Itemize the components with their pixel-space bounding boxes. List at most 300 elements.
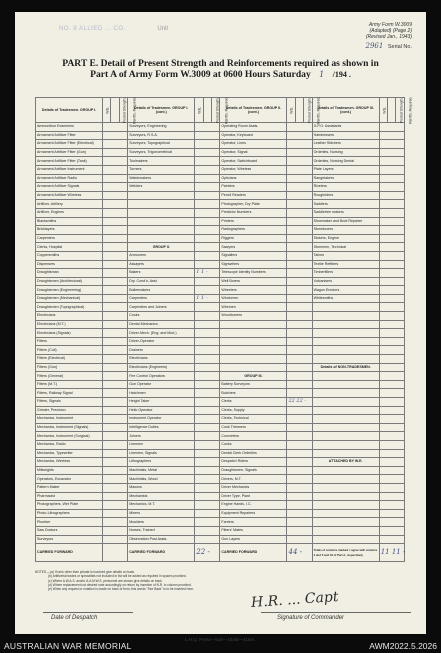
table-row xyxy=(36,208,405,217)
trade-cell xyxy=(312,329,379,338)
count-cells[interactable] xyxy=(103,346,128,355)
trade-cell: Surveyors, Topographical xyxy=(128,140,195,149)
trade-cell: ATTACHED BY W.E. xyxy=(312,458,379,467)
total-count-cells[interactable]: 44 - xyxy=(287,544,312,562)
count-cells[interactable] xyxy=(287,518,312,527)
trade-cell: Dental Clerk Orderlies xyxy=(220,449,287,458)
count-cells[interactable] xyxy=(287,234,312,243)
count-cells[interactable] xyxy=(287,320,312,329)
count-cells[interactable] xyxy=(103,269,128,278)
count-cells[interactable] xyxy=(103,406,128,415)
trade-cell: Welders xyxy=(128,183,195,192)
trade-cell: Clerks, Hospital xyxy=(36,243,103,252)
trade-cell: Riveters xyxy=(312,183,379,192)
trade-cell: Textile Refitters xyxy=(312,260,379,269)
count-cells[interactable] xyxy=(103,363,128,372)
trade-cell: Winchmen xyxy=(220,294,287,303)
count-cells[interactable] xyxy=(195,217,220,226)
count-cells[interactable] xyxy=(379,320,404,329)
carried-forward-label: CARRIED FORWARD xyxy=(36,544,103,562)
count-cells[interactable] xyxy=(195,243,220,252)
trade-cell: Dental Mechanics xyxy=(128,320,195,329)
count-cells[interactable] xyxy=(195,389,220,398)
count-cells[interactable] xyxy=(379,535,404,544)
count-cells[interactable] xyxy=(195,526,220,535)
trade-cell: Linemen, Signals xyxy=(128,449,195,458)
count-cells[interactable] xyxy=(103,475,128,484)
count-cells[interactable] xyxy=(103,458,128,467)
trade-cell: Draughtsmen (Topographical) xyxy=(36,303,103,312)
header-we: W.E. xyxy=(379,98,387,123)
count-cells[interactable] xyxy=(379,286,404,295)
serial-value: 2961 xyxy=(365,42,384,50)
count-cells[interactable] xyxy=(195,466,220,475)
count-cells[interactable] xyxy=(103,260,128,269)
count-cells[interactable] xyxy=(103,286,128,295)
total-count-cells[interactable] xyxy=(103,544,128,562)
trade-cell xyxy=(312,466,379,475)
trade-cell: Electricians (M.T.) xyxy=(36,320,103,329)
count-cells[interactable] xyxy=(379,217,404,226)
trade-cell: Draughtsmen, Signals xyxy=(220,466,287,475)
header-we: W.E. xyxy=(103,98,111,123)
trade-cell: Details of NON-TRADESMEN. xyxy=(312,363,379,372)
count-cells[interactable] xyxy=(195,157,220,166)
count-cells[interactable] xyxy=(287,415,312,424)
table-row xyxy=(36,294,405,303)
count-cells[interactable] xyxy=(195,337,220,346)
count-cells[interactable] xyxy=(195,140,220,149)
count-cells[interactable] xyxy=(195,483,220,492)
count-cells[interactable] xyxy=(195,183,220,192)
count-cells[interactable] xyxy=(379,415,404,424)
table-row xyxy=(36,355,405,364)
count-cells[interactable] xyxy=(287,260,312,269)
count-cells[interactable] xyxy=(195,380,220,389)
count-cells[interactable] xyxy=(287,277,312,286)
count-cells[interactable] xyxy=(287,243,312,252)
count-cells[interactable] xyxy=(379,260,404,269)
trade-cell: Operating Room Assts. xyxy=(220,123,287,132)
trade-cell: GROUP III. xyxy=(220,372,287,381)
count-cells[interactable] xyxy=(287,406,312,415)
trade-cell: Assayers xyxy=(128,260,195,269)
count-cells[interactable] xyxy=(379,303,404,312)
count-cells[interactable] xyxy=(379,234,404,243)
count-cells[interactable] xyxy=(103,174,128,183)
trade-cell: Draughtsmen (Engineering) xyxy=(36,286,103,295)
trade-cell: Sawyers xyxy=(220,243,287,252)
trade-cell: Printers xyxy=(220,217,287,226)
count-cells[interactable] xyxy=(287,372,312,381)
count-cells[interactable] xyxy=(103,492,128,501)
trade-cell: Draughtsmen (Mechanical) xyxy=(36,294,103,303)
count-cells[interactable] xyxy=(103,165,128,174)
count-cells[interactable] xyxy=(379,226,404,235)
table-row xyxy=(36,518,405,527)
count-cells[interactable] xyxy=(103,509,128,518)
count-cells[interactable] xyxy=(287,191,312,200)
count-cells[interactable] xyxy=(195,501,220,510)
count-cells[interactable] xyxy=(103,337,128,346)
count-cells[interactable] xyxy=(379,337,404,346)
header-posted: Posted Strength. xyxy=(203,98,211,123)
count-cells[interactable] xyxy=(379,501,404,510)
count-cells[interactable] xyxy=(103,208,128,217)
count-cells[interactable] xyxy=(287,526,312,535)
total-count-cells[interactable]: 22 - xyxy=(195,544,220,562)
trade-cell xyxy=(312,492,379,501)
count-cells[interactable] xyxy=(379,483,404,492)
count-cells[interactable] xyxy=(195,148,220,157)
count-cells[interactable] xyxy=(379,157,404,166)
total-count-cells[interactable]: 11 11 - xyxy=(379,544,404,562)
header-reinf: Reinfts. Required. xyxy=(396,98,405,123)
count-cells[interactable] xyxy=(195,449,220,458)
trade-cell: Armament Artificer Fitter (Tank) xyxy=(36,157,103,166)
count-cells[interactable] xyxy=(379,183,404,192)
count-cells[interactable] xyxy=(379,123,404,132)
count-cells[interactable] xyxy=(287,269,312,278)
trade-cell: G.P.O. Assistants xyxy=(312,123,379,132)
trade-cell xyxy=(312,372,379,381)
count-cells[interactable] xyxy=(103,157,128,166)
count-cells[interactable] xyxy=(195,535,220,544)
trade-cell: Armament Artificer Fitter (Gun) xyxy=(36,148,103,157)
trade-cell: Battery Surveyors xyxy=(220,380,287,389)
count-cells[interactable] xyxy=(195,475,220,484)
table-row xyxy=(36,123,405,132)
count-cells[interactable] xyxy=(379,432,404,441)
trade-cell: Orderlies, Nursing xyxy=(312,148,379,157)
count-cells[interactable] xyxy=(195,251,220,260)
count-cells[interactable] xyxy=(379,458,404,467)
count-cells[interactable] xyxy=(195,277,220,286)
trade-cell: Pattern Maker xyxy=(36,483,103,492)
count-cells[interactable] xyxy=(103,355,128,364)
trade-cell xyxy=(312,389,379,398)
count-cells[interactable] xyxy=(103,217,128,226)
count-cells[interactable] xyxy=(287,355,312,364)
count-cells[interactable] xyxy=(195,398,220,407)
count-cells[interactable] xyxy=(379,140,404,149)
count-cells[interactable] xyxy=(195,458,220,467)
table-row xyxy=(36,423,405,432)
trade-cell: Storedoxers xyxy=(312,226,379,235)
count-cells[interactable] xyxy=(287,303,312,312)
trade-cell: Turners xyxy=(128,165,195,174)
trade-cell xyxy=(312,440,379,449)
header-reinf: Reinfts. Required. xyxy=(119,98,127,123)
trade-cell: Ammunition Examiners xyxy=(36,123,103,132)
count-cells[interactable] xyxy=(379,492,404,501)
trade-cell: Clerks xyxy=(220,398,287,407)
count-cells[interactable] xyxy=(287,200,312,209)
count-cells[interactable] xyxy=(379,312,404,321)
count-cells[interactable] xyxy=(103,380,128,389)
count-cells[interactable] xyxy=(195,286,220,295)
note-line: NOTES.—(a) If rank other than private is involved give details on back. xyxy=(35,570,135,574)
count-cells[interactable] xyxy=(103,535,128,544)
form-ref-line: (Adapted) (Page 2) xyxy=(369,28,412,35)
trade-cell: Hairdressers xyxy=(312,131,379,140)
count-cells[interactable] xyxy=(103,501,128,510)
table-row xyxy=(36,329,405,338)
trade-cell: Electricians (Signals) xyxy=(36,329,103,338)
count-cells[interactable] xyxy=(103,303,128,312)
archive-id: AWM2022.5.2026 xyxy=(369,641,437,651)
count-cells[interactable] xyxy=(287,535,312,544)
trade-cell: Linemen xyxy=(128,440,195,449)
trade-cell xyxy=(220,346,287,355)
count-cells[interactable] xyxy=(287,123,312,132)
count-cells[interactable] xyxy=(103,277,128,286)
count-cells[interactable] xyxy=(103,148,128,157)
totals-row xyxy=(36,544,405,562)
count-cells[interactable] xyxy=(379,208,404,217)
count-cells[interactable] xyxy=(379,449,404,458)
table-row xyxy=(36,483,405,492)
count-cells[interactable] xyxy=(379,269,404,278)
count-cells[interactable] xyxy=(103,234,128,243)
count-cells[interactable] xyxy=(287,346,312,355)
count-cells[interactable] xyxy=(195,260,220,269)
note-line: (d) Where replacement not desired note accordingly on return by insertion of N.R. in column provided. xyxy=(48,582,192,587)
count-cells[interactable] xyxy=(379,526,404,535)
count-cells[interactable] xyxy=(195,415,220,424)
count-cells[interactable] xyxy=(287,131,312,140)
table-row xyxy=(36,320,405,329)
table-row xyxy=(36,389,405,398)
count-cells[interactable] xyxy=(103,398,128,407)
count-cells[interactable] xyxy=(287,208,312,217)
count-cells[interactable] xyxy=(287,483,312,492)
trade-cell xyxy=(220,363,287,372)
count-cells[interactable] xyxy=(379,380,404,389)
count-cells[interactable] xyxy=(287,312,312,321)
count-cells[interactable] xyxy=(103,200,128,209)
trade-cell: Equipment Repairers xyxy=(220,509,287,518)
count-cells[interactable] xyxy=(287,449,312,458)
count-cells[interactable] xyxy=(195,312,220,321)
trade-cell: Pharmacist xyxy=(36,492,103,501)
count-cells[interactable] xyxy=(103,191,128,200)
count-cells[interactable] xyxy=(287,492,312,501)
trade-cell xyxy=(312,432,379,441)
count-cells[interactable] xyxy=(103,243,128,252)
count-cells[interactable] xyxy=(379,294,404,303)
trade-cell: Hello Operator xyxy=(128,406,195,415)
trade-cell: Carpenters xyxy=(128,294,195,303)
trade-cell: Bricklayers xyxy=(36,226,103,235)
trade-cell: Electricians xyxy=(128,355,195,364)
table-body xyxy=(36,123,405,562)
count-cells[interactable] xyxy=(287,475,312,484)
count-cells[interactable] xyxy=(195,509,220,518)
count-cells[interactable] xyxy=(379,165,404,174)
count-cells[interactable]: 1 1 - xyxy=(195,269,220,278)
trade-cell xyxy=(220,329,287,338)
count-cells[interactable] xyxy=(103,432,128,441)
date-of-despatch-label: Date of Despatch xyxy=(51,615,98,621)
trade-cell: Roughriders xyxy=(312,191,379,200)
count-cells[interactable] xyxy=(287,140,312,149)
count-cells[interactable] xyxy=(195,200,220,209)
count-cells[interactable] xyxy=(103,226,128,235)
count-cells[interactable] xyxy=(195,372,220,381)
trade-cell: Timberfillers xyxy=(312,269,379,278)
count-cells[interactable] xyxy=(103,526,128,535)
carried-forward-label: Totals of columns marked × agree with columns 4 and 5 and 16 of Part A, respectively xyxy=(312,544,379,562)
count-cells[interactable] xyxy=(103,440,128,449)
count-cells[interactable] xyxy=(379,277,404,286)
count-cells[interactable] xyxy=(379,363,404,372)
count-cells[interactable] xyxy=(103,466,128,475)
count-cells[interactable] xyxy=(103,483,128,492)
count-cells[interactable] xyxy=(287,251,312,260)
trade-cell xyxy=(312,303,379,312)
count-cells[interactable] xyxy=(379,174,404,183)
count-cells[interactable] xyxy=(287,380,312,389)
count-cells[interactable] xyxy=(287,286,312,295)
count-cells[interactable] xyxy=(379,466,404,475)
trade-cell: Moulders xyxy=(128,518,195,527)
count-cells[interactable] xyxy=(103,131,128,140)
count-cells[interactable] xyxy=(379,355,404,364)
count-cells[interactable]: 1 1 - xyxy=(195,294,220,303)
count-cells[interactable] xyxy=(195,363,220,372)
count-cells[interactable] xyxy=(195,123,220,132)
count-cells[interactable] xyxy=(103,449,128,458)
trade-cell: Drivers, M.T. xyxy=(220,475,287,484)
count-cells[interactable] xyxy=(195,432,220,441)
trade-cell: Operators, Excavator xyxy=(36,475,103,484)
count-cells[interactable] xyxy=(103,518,128,527)
count-cells[interactable] xyxy=(287,174,312,183)
count-cells[interactable] xyxy=(195,346,220,355)
count-cells[interactable] xyxy=(287,217,312,226)
count-cells[interactable] xyxy=(195,329,220,338)
count-cells[interactable] xyxy=(195,208,220,217)
trade-cell: Operator, Keyboard xyxy=(220,131,287,140)
count-cells[interactable] xyxy=(287,458,312,467)
count-cells[interactable] xyxy=(103,389,128,398)
count-cells[interactable] xyxy=(287,294,312,303)
count-cells[interactable] xyxy=(379,243,404,252)
count-cells[interactable] xyxy=(195,191,220,200)
count-cells[interactable] xyxy=(103,415,128,424)
trade-cell: Despatch Riders xyxy=(220,458,287,467)
count-cells[interactable] xyxy=(287,432,312,441)
trade-cell xyxy=(128,200,195,209)
count-cells[interactable] xyxy=(379,372,404,381)
count-cells[interactable] xyxy=(379,475,404,484)
count-cells[interactable] xyxy=(287,226,312,235)
count-cells[interactable] xyxy=(195,131,220,140)
trade-cell xyxy=(312,535,379,544)
trade-cell xyxy=(312,415,379,424)
archive-credit: AUSTRALIAN WAR MEMORIAL xyxy=(4,641,132,651)
count-cells[interactable] xyxy=(195,320,220,329)
count-cells[interactable] xyxy=(195,165,220,174)
count-cells[interactable] xyxy=(287,329,312,338)
count-cells[interactable] xyxy=(103,251,128,260)
count-cells[interactable] xyxy=(195,234,220,243)
count-cells[interactable] xyxy=(379,131,404,140)
count-cells[interactable] xyxy=(103,140,128,149)
trade-cell xyxy=(312,423,379,432)
trade-cell: Mechanics, Wireless xyxy=(36,458,103,467)
carried-forward-label: CARRIED FORWARD xyxy=(128,544,195,562)
count-cells[interactable] xyxy=(287,501,312,510)
count-cells[interactable] xyxy=(379,509,404,518)
count-cells[interactable] xyxy=(287,165,312,174)
count-cells[interactable] xyxy=(379,440,404,449)
trade-cell: Vulcanisers xyxy=(312,277,379,286)
count-cells[interactable] xyxy=(379,148,404,157)
count-cells[interactable] xyxy=(379,406,404,415)
count-cells[interactable] xyxy=(103,294,128,303)
count-cells[interactable] xyxy=(379,251,404,260)
count-cells[interactable] xyxy=(103,123,128,132)
count-cells[interactable] xyxy=(103,423,128,432)
count-cells[interactable] xyxy=(287,183,312,192)
count-cells[interactable] xyxy=(195,174,220,183)
table-row xyxy=(36,458,405,467)
count-cells[interactable] xyxy=(379,389,404,398)
count-cells[interactable] xyxy=(379,346,404,355)
count-cells[interactable] xyxy=(379,191,404,200)
count-cells[interactable] xyxy=(287,509,312,518)
count-cells[interactable] xyxy=(379,329,404,338)
count-cells[interactable] xyxy=(287,157,312,166)
count-cells[interactable] xyxy=(379,398,404,407)
trade-cell: Wagon Erectors xyxy=(312,286,379,295)
count-cells[interactable] xyxy=(195,518,220,527)
count-cells[interactable] xyxy=(195,440,220,449)
count-cells[interactable] xyxy=(195,355,220,364)
count-cells[interactable] xyxy=(103,183,128,192)
count-cells[interactable] xyxy=(287,423,312,432)
count-cells[interactable] xyxy=(287,337,312,346)
count-cells[interactable] xyxy=(195,423,220,432)
count-cells[interactable] xyxy=(103,329,128,338)
count-cells[interactable] xyxy=(287,389,312,398)
trade-cell: Mechanics, Radio xyxy=(36,440,103,449)
trade-cell: Artificer, Artillery xyxy=(36,200,103,209)
count-cells[interactable] xyxy=(195,406,220,415)
count-cells[interactable] xyxy=(379,423,404,432)
count-cells[interactable] xyxy=(103,312,128,321)
count-cells[interactable] xyxy=(195,492,220,501)
count-cells[interactable] xyxy=(103,320,128,329)
count-cells[interactable] xyxy=(195,226,220,235)
count-cells[interactable] xyxy=(379,200,404,209)
count-cells[interactable] xyxy=(103,372,128,381)
count-cells[interactable] xyxy=(287,148,312,157)
trade-cell: Signwriters xyxy=(220,260,287,269)
count-cells[interactable] xyxy=(287,440,312,449)
count-cells[interactable] xyxy=(195,303,220,312)
trade-cell: Operator, Lines xyxy=(220,140,287,149)
count-cells[interactable] xyxy=(287,363,312,372)
count-cells[interactable]: 22 22 - xyxy=(287,398,312,407)
count-cells[interactable] xyxy=(287,466,312,475)
count-cells[interactable] xyxy=(379,518,404,527)
table-row xyxy=(36,406,405,415)
trade-cell: Draughtsman xyxy=(36,269,103,278)
trade-cell: Stokers, Engine xyxy=(312,234,379,243)
